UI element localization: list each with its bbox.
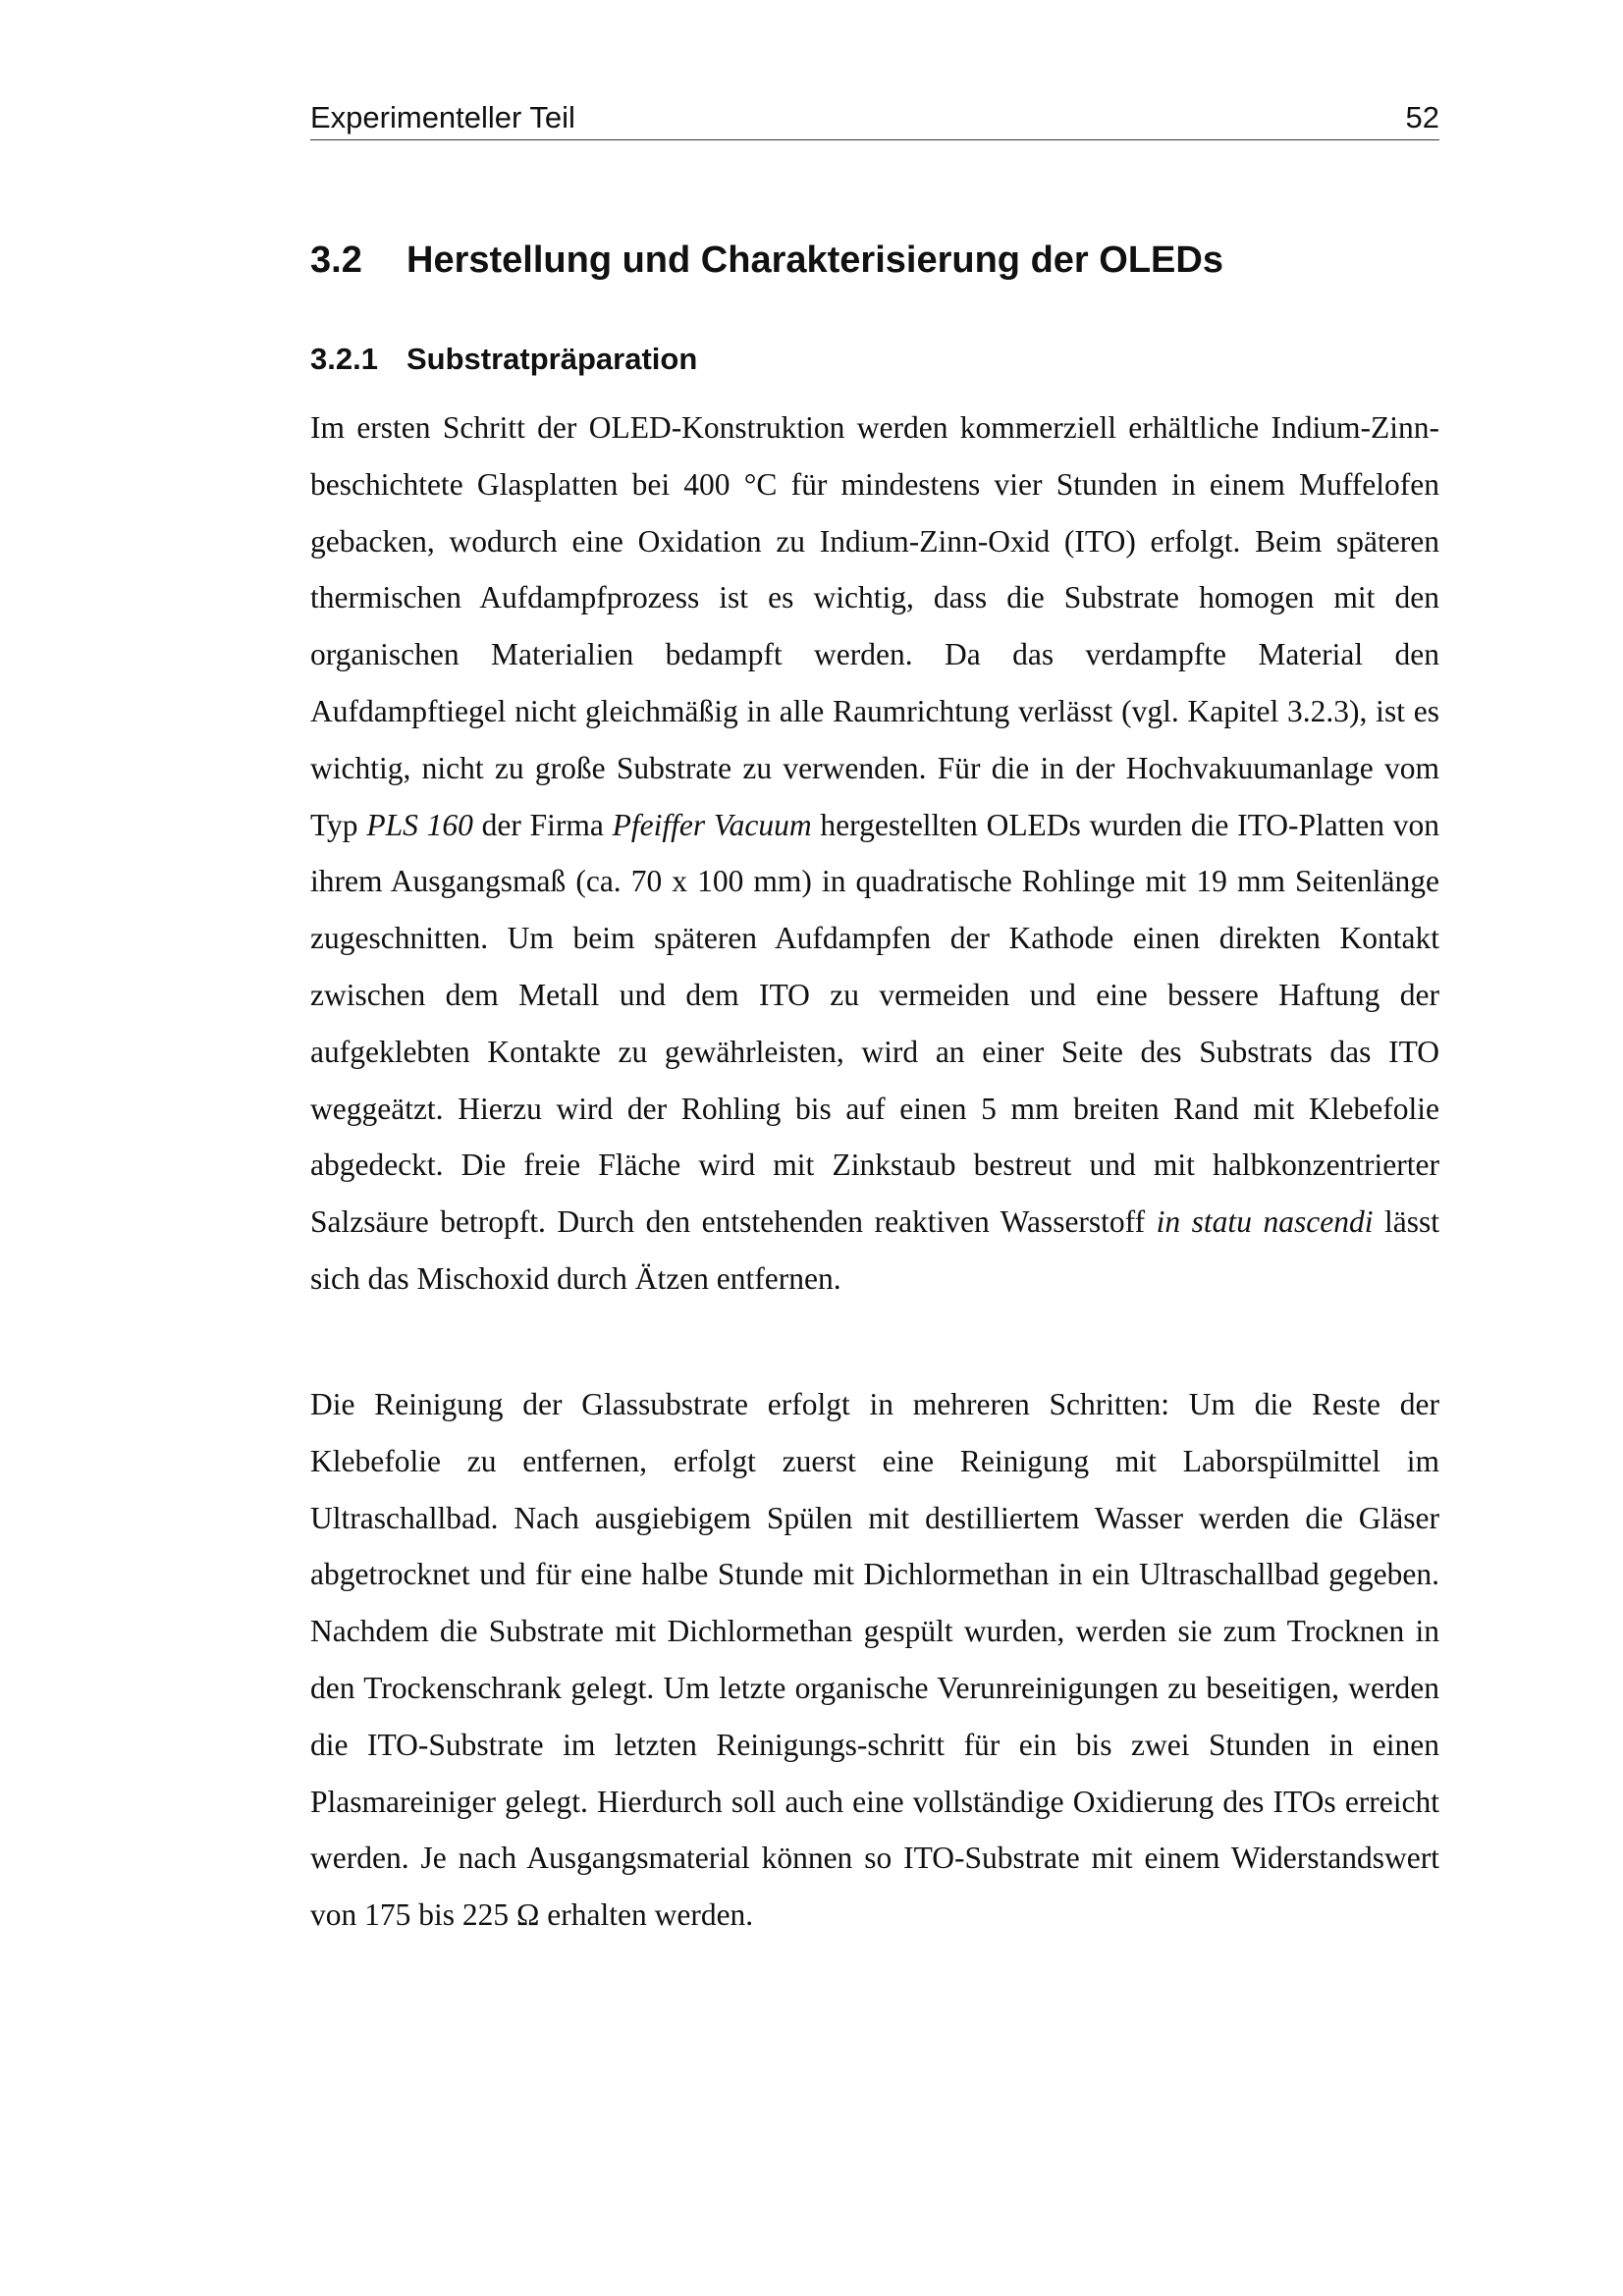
subsection-title: Substratpräparation: [406, 342, 698, 376]
paragraph-text: lässt sich das Mischoxid durch Ätzen entfernen.: [310, 1204, 1439, 1296]
section-number: 3.2: [310, 240, 362, 281]
page-number: 52: [1405, 100, 1439, 134]
section-heading: [310, 240, 1223, 282]
section-title: Herstellung und Charakterisierung der OLEDs: [406, 240, 1223, 281]
paragraph-text: hergestellten OLEDs wurden die ITO-Platten von ihrem Ausgangsmaß (ca. 70 x 100 mm) in quadratische Rohlinge mit 19 mm Seitenlänge zugeschnitten. Um beim späteren Aufdampfen der Kathode einen direkten Kontakt zwischen dem Metall und dem ITO zu vermeiden und eine bessere Haftung der aufgeklebten Kontakte zu gewährleisten, wird an einer Seite des Substrats das ITO weggeätzt. Hierzu wird der Rohling bis auf einen 5 mm breiten Rand mit Klebefolie abgedeckt. Die freie Fläche wird mit Zinkstaub bestreut und mit halbkonzentrierter Salzsäure betropft. Durch den entstehenden reaktiven Wasserstoff: [310, 807, 1440, 1240]
company-name: Pfeiffer Vacuum: [612, 807, 812, 842]
paragraph-substrate-preparation: [310, 400, 1439, 1308]
header-title: Experimenteller Teil: [310, 100, 575, 134]
paragraph-text: der Firma: [472, 807, 613, 842]
equipment-model: PLS 160: [366, 807, 473, 842]
subsection-number: 3.2.1: [310, 342, 378, 376]
paragraph-text: Im ersten Schritt der OLED-Konstruktion werden kommerziell erhältliche Indium-Zinn-beschichtete Glasplatten bei 400 °C für mindestens vier Stunden in einem Muffelofen gebacken, wodurch eine Oxidation zu Indium-Zinn-Oxid (ITO) erfolgt. Beim späteren thermischen Aufdampfprozess ist es wichtig, dass die Substrate homogen mit den organischen Materialien bedampft werden. Da das verdampfte Material den Aufdampftiegel nicht gleichmäßig in alle Raumrichtung verlässt (vgl. Kapitel 3.2.3), ist es wichtig, nicht zu große Substrate zu verwenden. Für die in der Hochvakuumanlage vom Typ: [310, 410, 1439, 842]
running-header: [310, 96, 1439, 140]
subsection-heading: [310, 342, 697, 377]
paragraph-substrate-cleaning: Die Reinigung der Glassubstrate erfolgt in mehreren Schritten: Um die Reste der Klebefolie zu entfernen, erfolgt zuerst eine Reinigung mit Laborspülmittel im Ultraschallbad. Nach ausgiebigem Spülen mit destilliertem Wasser werden die Gläser abgetrocknet und für eine halbe Stunde mit Dichlormethan in ein Ultraschallbad gegeben. Nachdem die Substrate mit Dichlormethan gespült wurden, werden sie zum Trocknen in den Trockenschrank gelegt. Um letzte organische Verunreinigungen zu beseitigen, werden die ITO-Substrate im letzten Reinigungs-schritt für ein bis zwei Stunden in einen Plasmareiniger gelegt. Hierdurch soll auch eine vollständige Oxidierung des ITOs erreicht werden. Je nach Ausgangsmaterial können so ITO-Substrate mit einem Widerstandswert von 175 bis 225 Ω erhalten werden.: [310, 1387, 1439, 1933]
latin-term: in statu nascendi: [1156, 1204, 1374, 1240]
